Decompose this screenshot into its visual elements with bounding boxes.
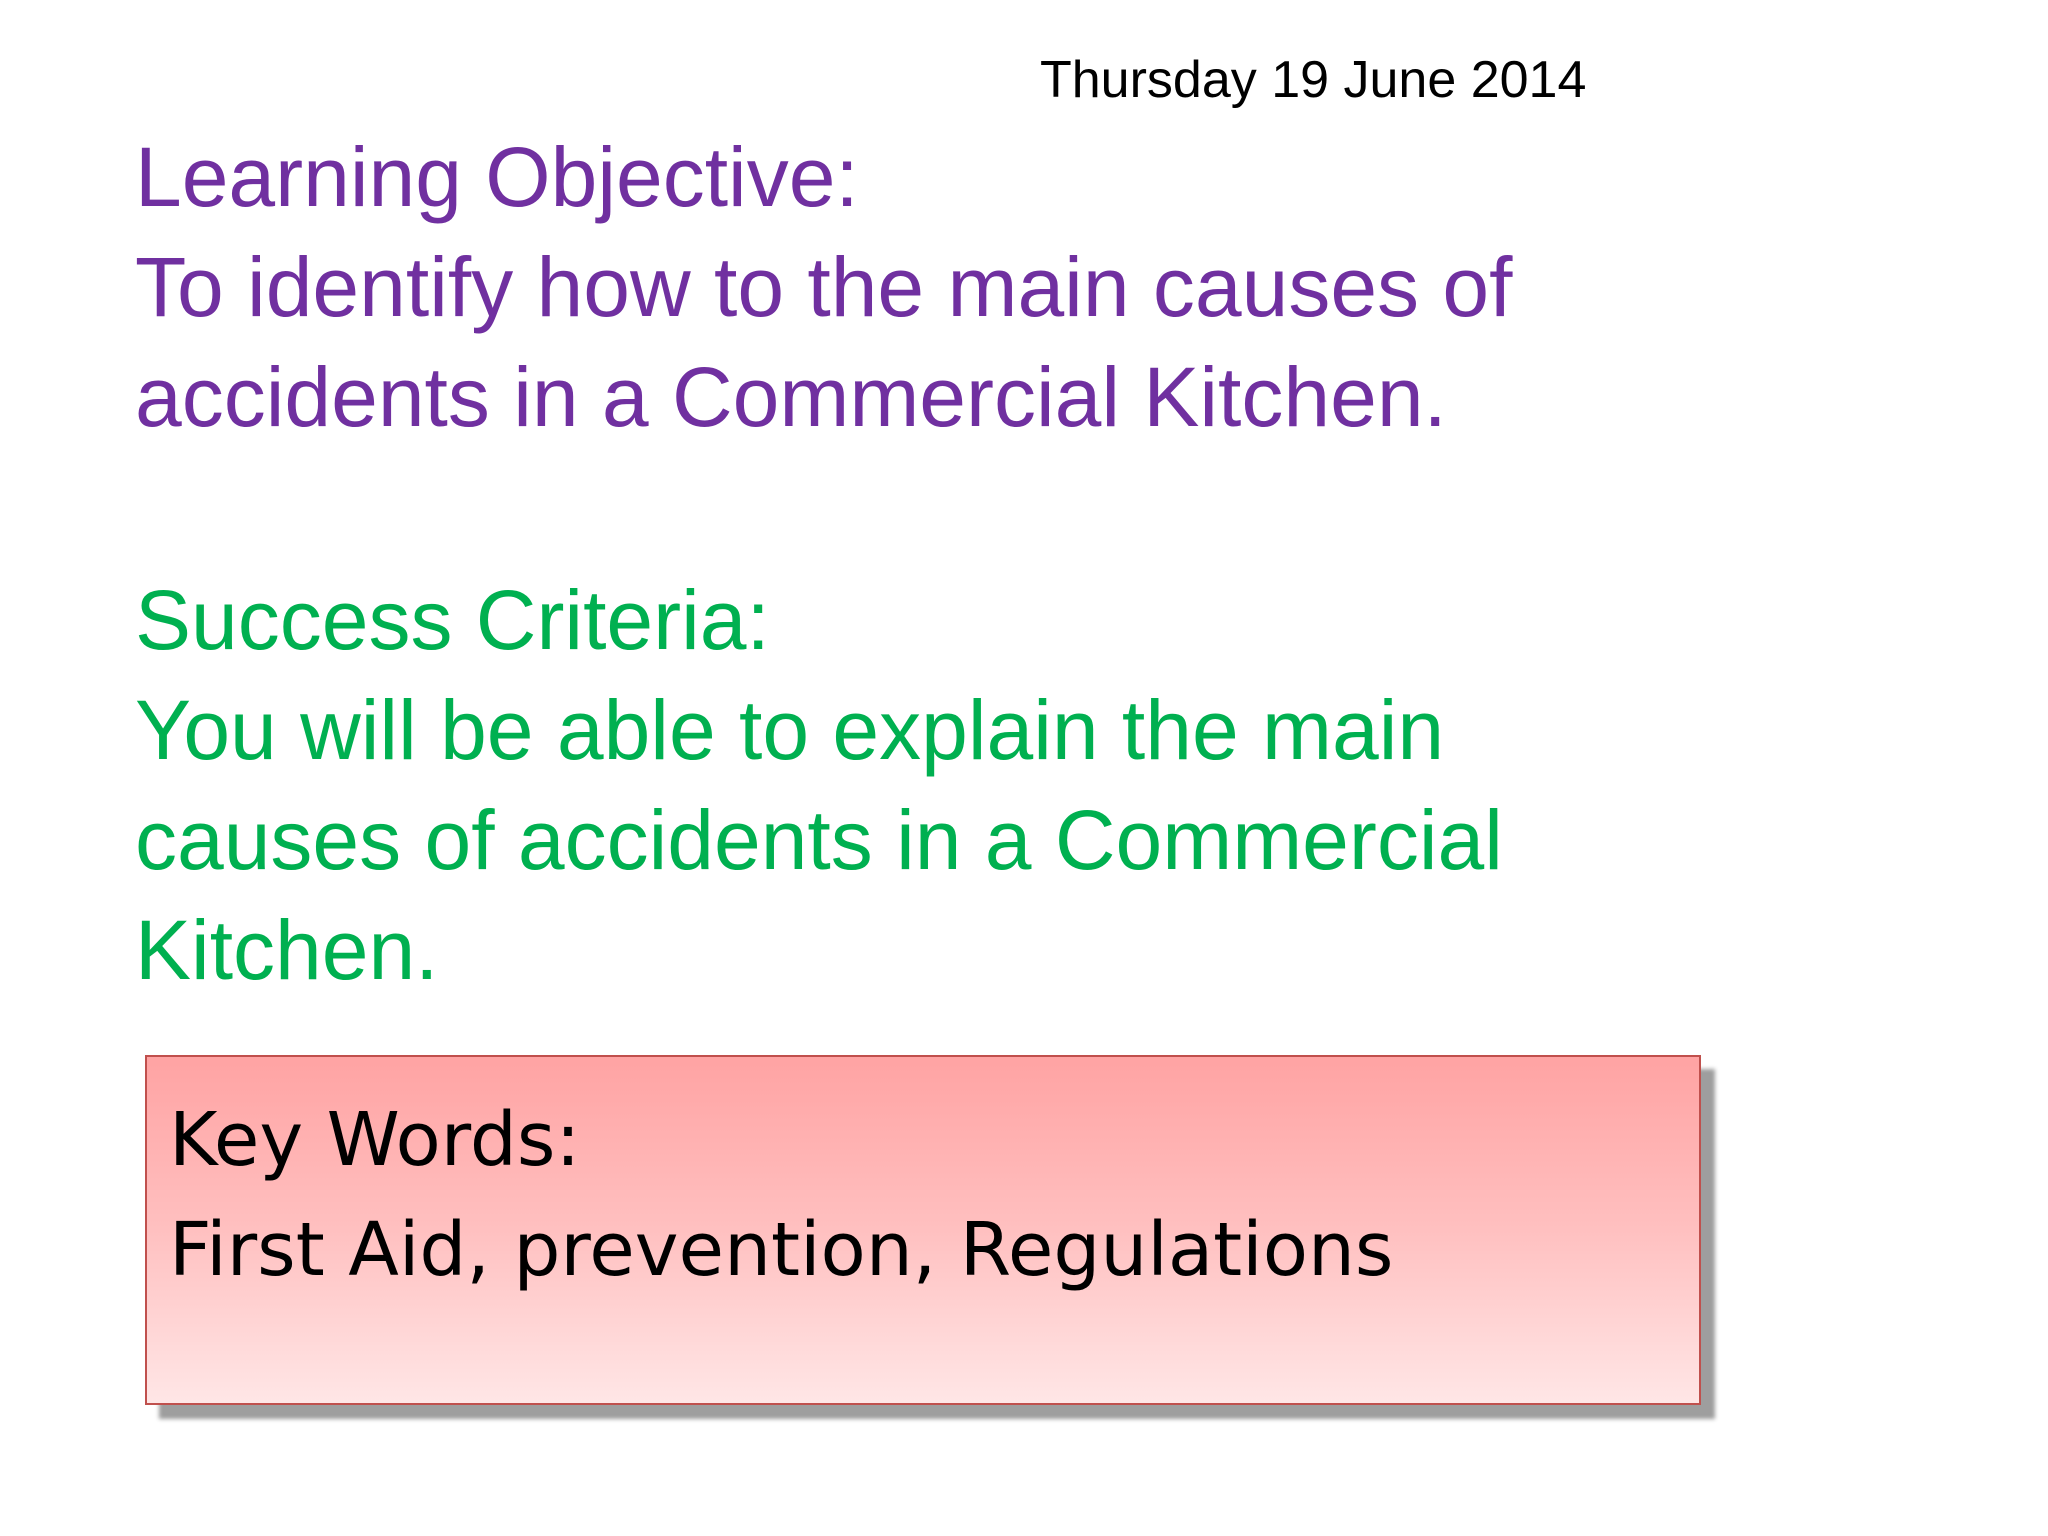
success-criteria-heading: Success Criteria:	[135, 573, 770, 667]
date-text: Thursday 19 June 2014	[1040, 51, 1587, 109]
learning-objective-heading: Learning Objective:	[135, 130, 859, 224]
key-words-heading: Key Words:	[169, 1097, 581, 1183]
learning-objective-line: To identify how to the main causes of	[135, 240, 1513, 334]
key-words-list: First Aid, prevention, Regulations	[169, 1207, 1394, 1293]
learning-objective	[135, 122, 1835, 452]
success-criteria	[135, 565, 1835, 1005]
success-criteria-line: You will be able to explain the main	[135, 683, 1445, 777]
success-criteria-line: causes of accidents in a Commercial	[135, 793, 1503, 887]
success-criteria-line: Kitchen.	[135, 903, 439, 997]
learning-objective-line: accidents in a Commercial Kitchen.	[135, 350, 1447, 444]
key-words-box	[145, 1055, 1701, 1405]
